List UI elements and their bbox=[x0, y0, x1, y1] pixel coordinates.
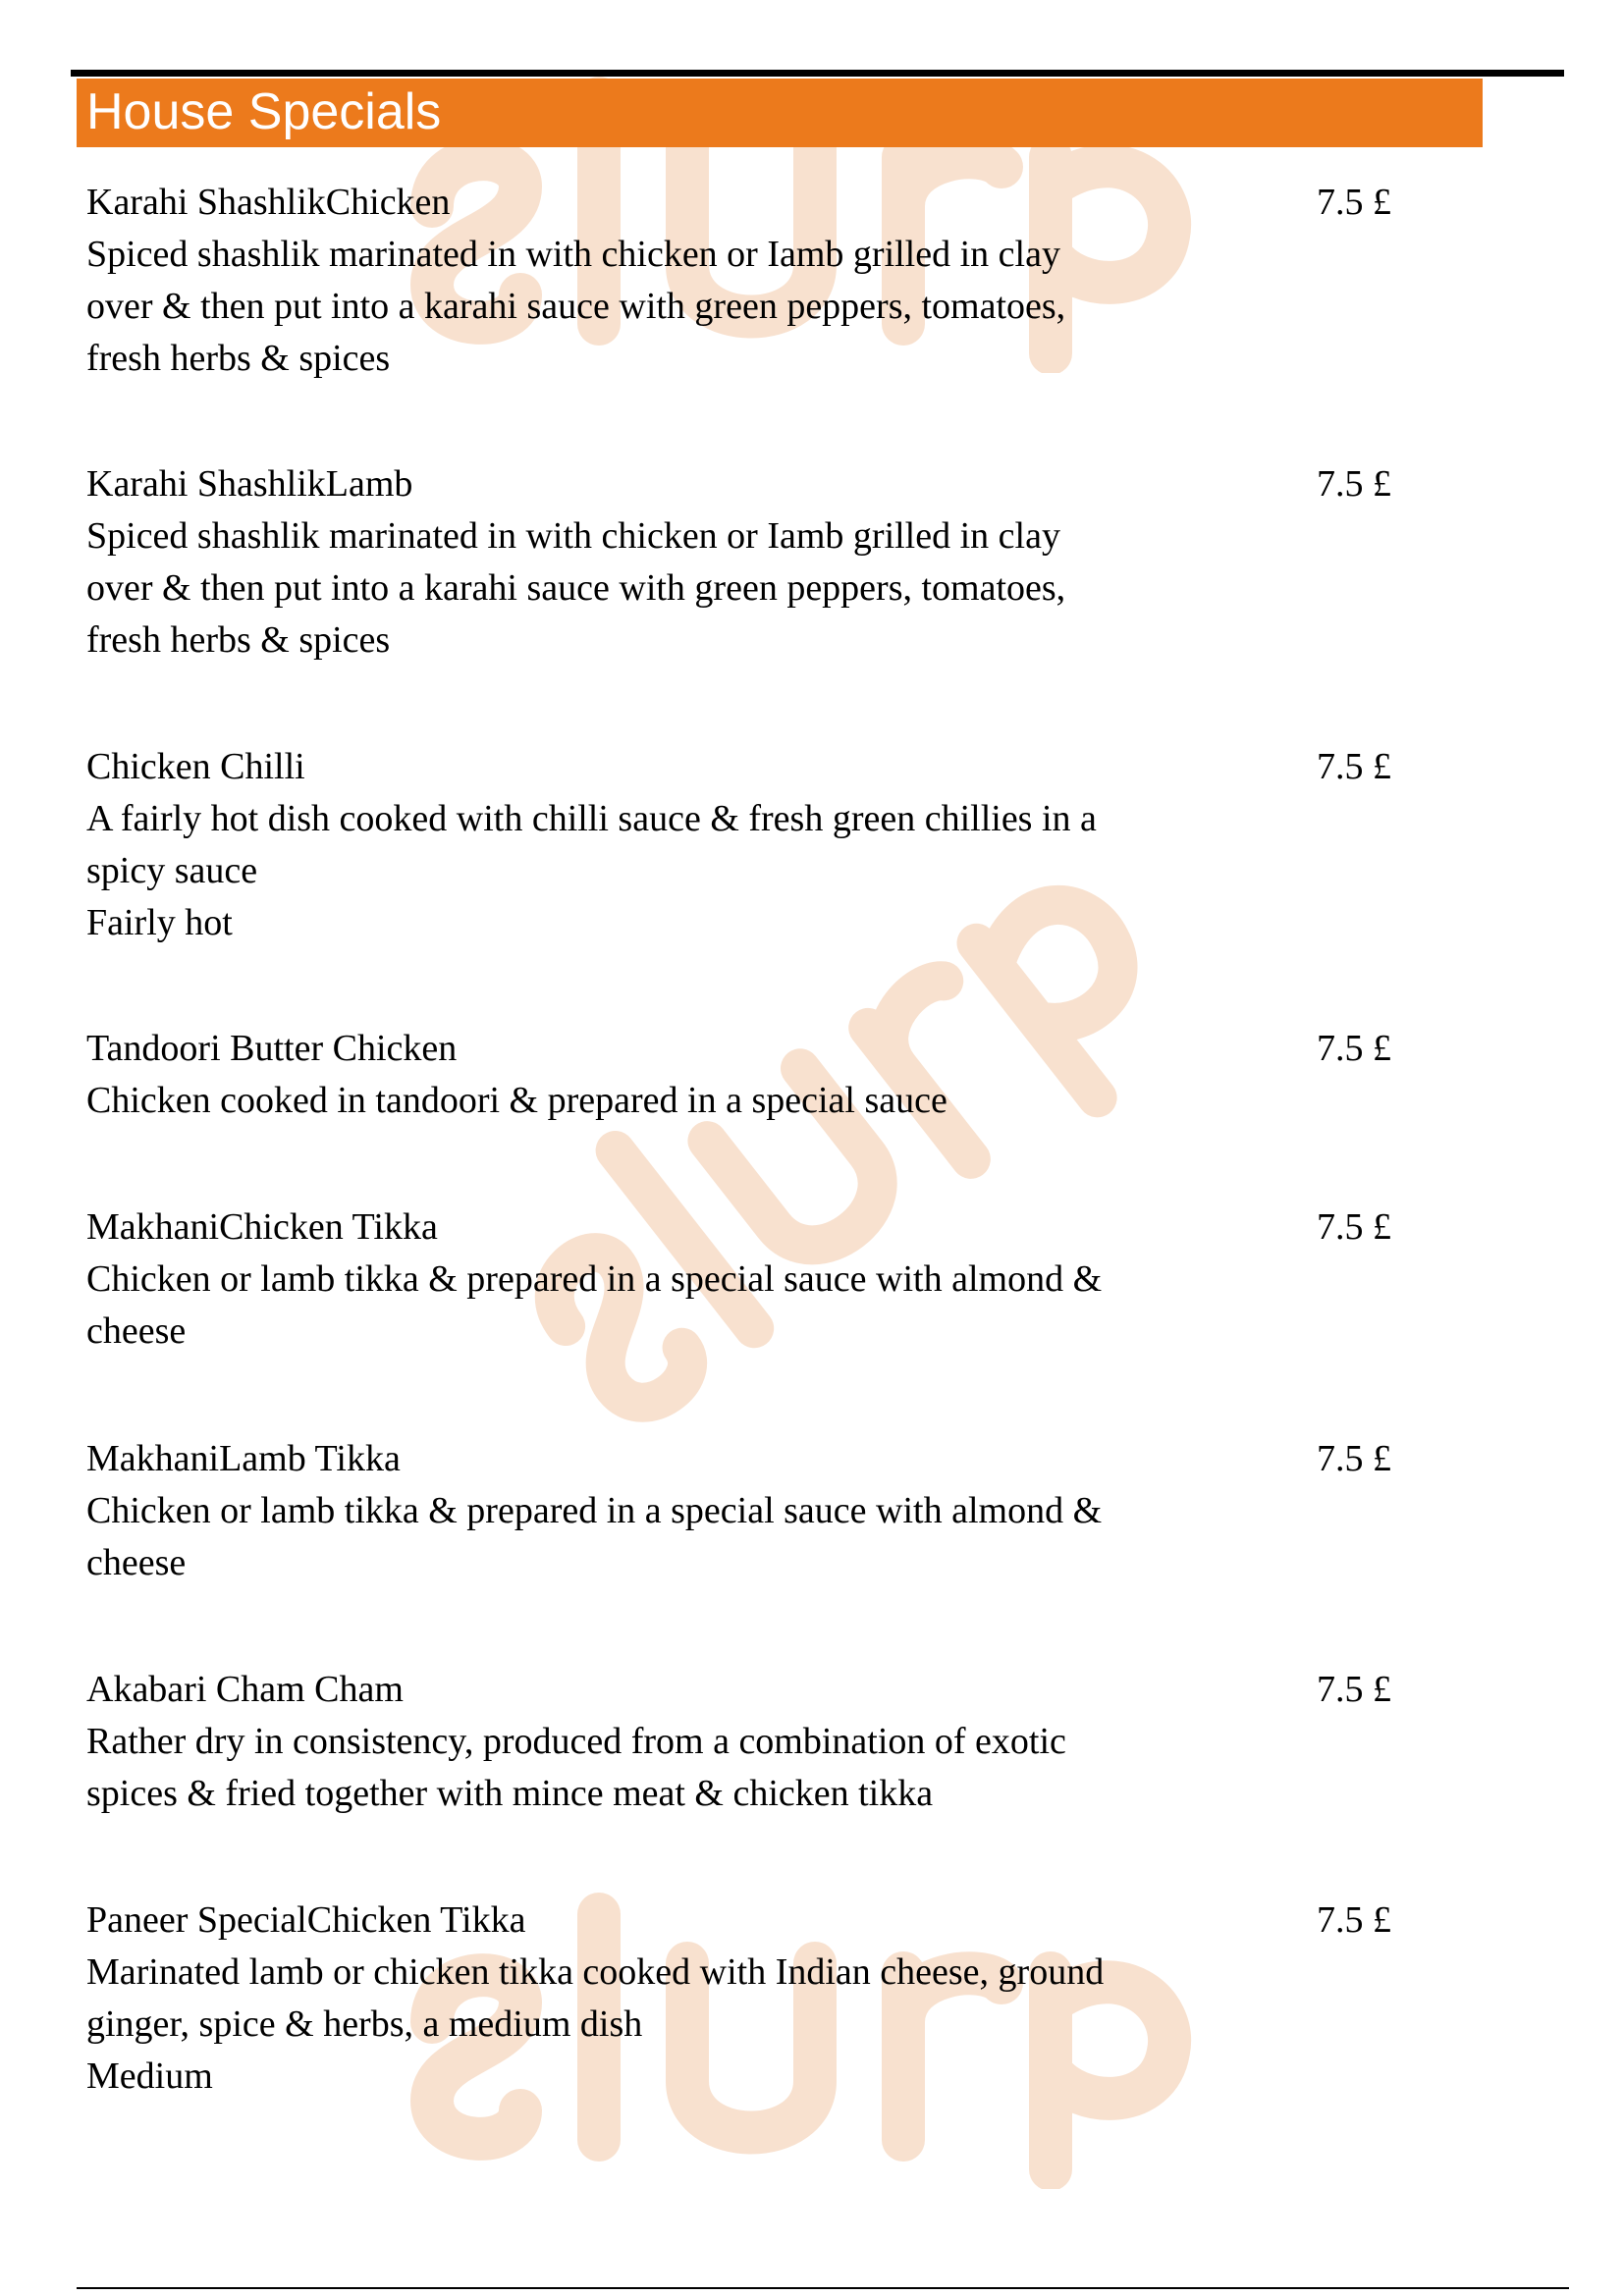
menu-list bbox=[86, 0, 1412, 2258]
item-description-line: A fairly hot dish cooked with chilli sauce & fresh green chillies in a bbox=[86, 798, 1097, 839]
item-description-line: spicy sauce bbox=[86, 850, 258, 891]
item-name: Chicken Chilli bbox=[86, 746, 305, 787]
bottom-rule bbox=[77, 2287, 1569, 2289]
item-price: 7.5 £ bbox=[1317, 463, 1391, 505]
item-description-line: Spiced shashlik marinated in with chicken or Iamb grilled in clay bbox=[86, 515, 1060, 557]
item-description-line: Spiced shashlik marinated in with chicken or Iamb grilled in clay bbox=[86, 234, 1060, 275]
item-description-line: cheese bbox=[86, 1542, 187, 1583]
item-price: 7.5 £ bbox=[1317, 1669, 1391, 1710]
item-price: 7.5 £ bbox=[1317, 182, 1391, 223]
item-description-line: fresh herbs & spices bbox=[86, 619, 391, 661]
item-description bbox=[86, 229, 1065, 385]
item-description-line: Chicken cooked in tandoori & prepared in a special sauce bbox=[86, 1080, 947, 1121]
item-description-line: cheese bbox=[86, 1310, 187, 1352]
item-description-line: Fairly hot bbox=[86, 902, 233, 943]
item-description-line: spices & fried together with mince meat & chicken tikka bbox=[86, 1773, 934, 1814]
item-description-line: Rather dry in consistency, produced from a combination of exotic bbox=[86, 1721, 1066, 1762]
item-name: Akabari Cham Cham bbox=[86, 1669, 404, 1710]
item-description bbox=[86, 1716, 1066, 1820]
item-description bbox=[86, 1947, 1104, 2103]
item-description bbox=[86, 510, 1065, 667]
item-description-line: over & then put into a karahi sauce with green peppers, tomatoes, bbox=[86, 286, 1066, 327]
item-price: 7.5 £ bbox=[1317, 1899, 1391, 1941]
item-description-line: Marinated lamb or chicken tikka cooked with Indian cheese, ground bbox=[86, 1951, 1105, 1993]
item-price: 7.5 £ bbox=[1317, 746, 1391, 787]
item-description bbox=[86, 1075, 947, 1127]
item-name: Karahi ShashlikLamb bbox=[86, 463, 413, 505]
item-price: 7.5 £ bbox=[1317, 1206, 1391, 1248]
item-description bbox=[86, 1485, 1102, 1589]
item-description bbox=[86, 1254, 1102, 1358]
item-price: 7.5 £ bbox=[1317, 1438, 1391, 1479]
item-price: 7.5 £ bbox=[1317, 1028, 1391, 1069]
item-description-line: ginger, spice & herbs, a medium dish bbox=[86, 2003, 643, 2045]
item-name: MakhaniChicken Tikka bbox=[86, 1206, 438, 1248]
item-description-line: over & then put into a karahi sauce with green peppers, tomatoes, bbox=[86, 567, 1066, 609]
item-description-line: Chicken or lamb tikka & prepared in a special sauce with almond & bbox=[86, 1490, 1103, 1531]
item-name: Tandoori Butter Chicken bbox=[86, 1028, 458, 1069]
item-description-line: fresh herbs & spices bbox=[86, 338, 391, 379]
item-description-line: Chicken or lamb tikka & prepared in a special sauce with almond & bbox=[86, 1258, 1103, 1300]
item-description bbox=[86, 793, 1097, 949]
item-name: MakhaniLamb Tikka bbox=[86, 1438, 401, 1479]
item-name: Paneer SpecialChicken Tikka bbox=[86, 1899, 526, 1941]
item-name: Karahi ShashlikChicken bbox=[86, 182, 451, 223]
item-description-line: Medium bbox=[86, 2056, 213, 2097]
section-title: House Specials bbox=[86, 83, 442, 140]
